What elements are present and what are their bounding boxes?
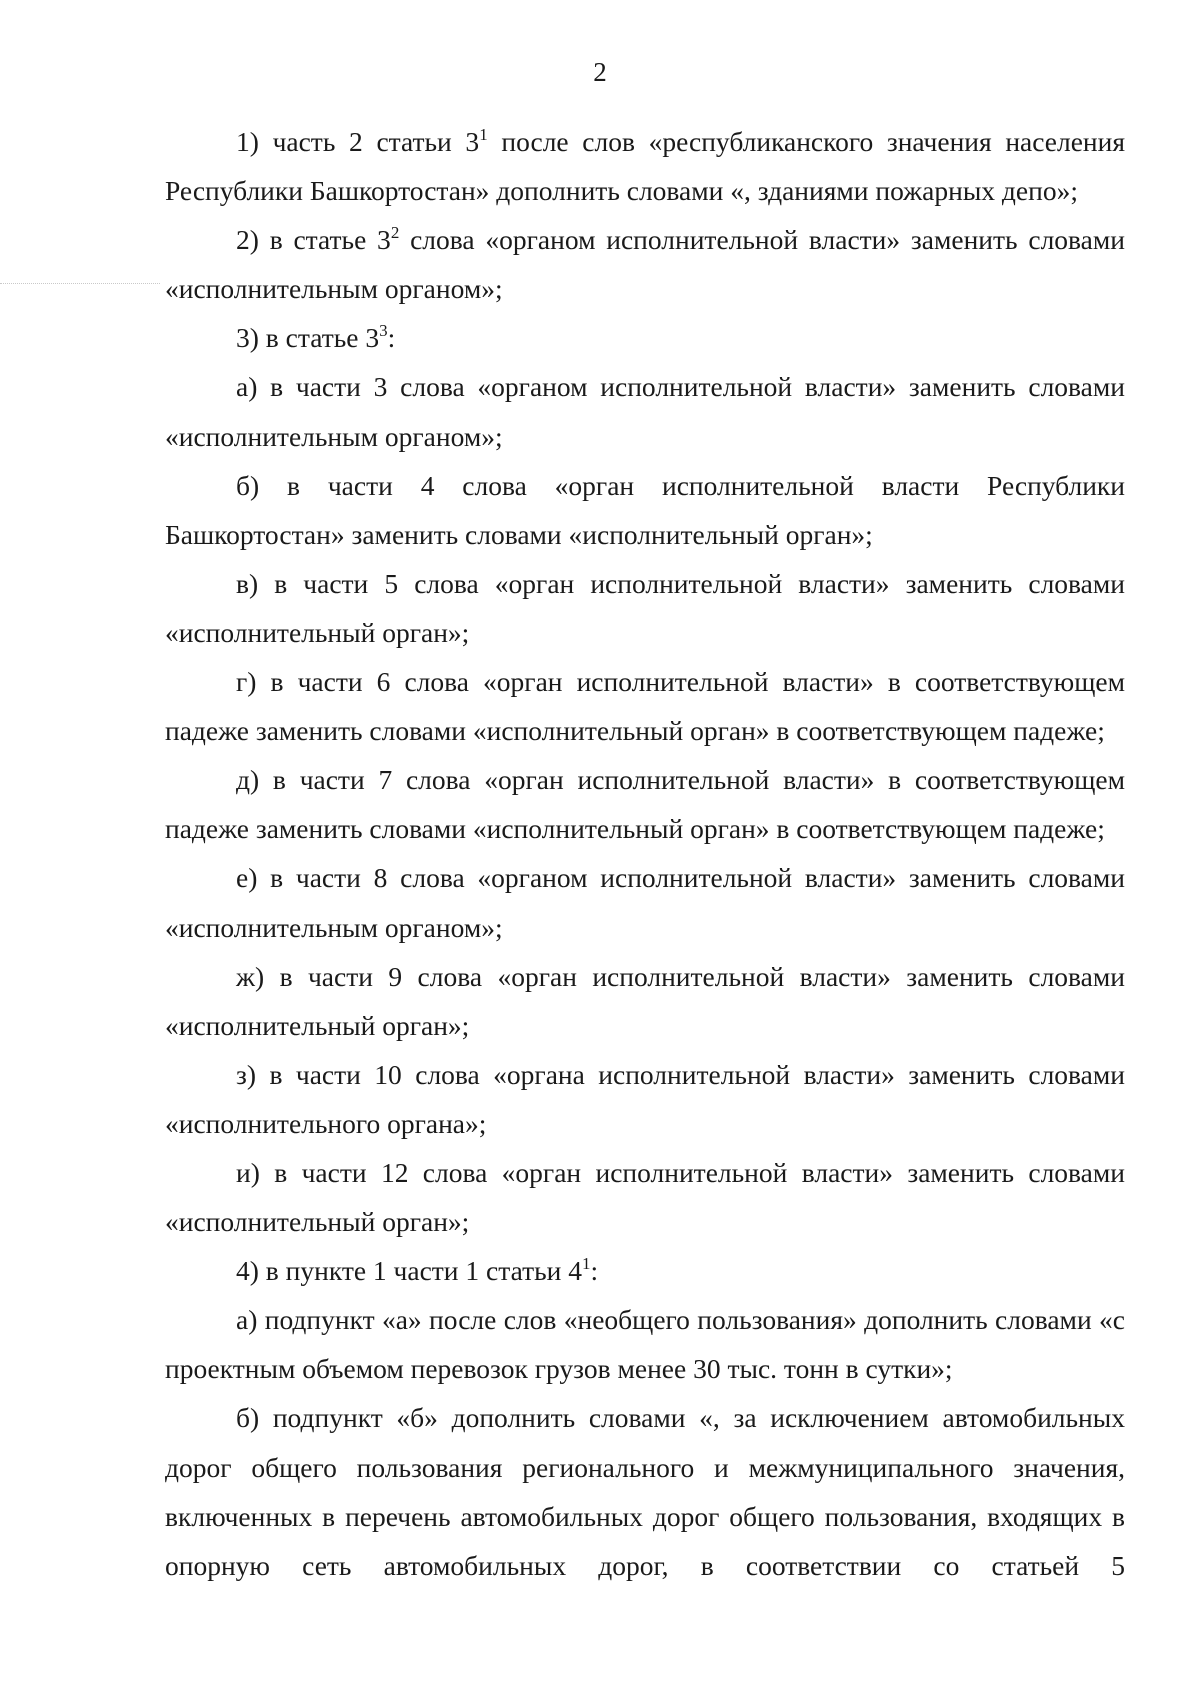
paragraph-3z: з) в части 10 слова «органа исполнительной власти» заменить словами «исполнительного органа»; xyxy=(165,1058,1125,1139)
paragraph-3i: и) в части 12 слова «орган исполнительной власти» заменить словами «исполнительный орган»; xyxy=(165,1156,1125,1238)
paragraph-3b: б) в части 4 слова «орган исполнительной власти Республики Башкортостан» заменить словами «исполнительный орган»; xyxy=(165,469,1125,550)
paragraph-3zh: ж) в части 9 слова «орган исполнительной власти» заменить словами «исполнительный орган»; xyxy=(165,960,1125,1041)
paragraph-4a: а) подпункт «а» после слов «необщего пользования» дополнить словами «с проектным объемом перевозок грузов менее 30 тыс. тонн в сутки»; xyxy=(165,1304,1125,1385)
paragraph-3v: в) в части 5 слова «орган исполнительной власти» заменить словами «исполнительный орган»; xyxy=(165,567,1125,648)
paragraph-3: 3) в статье $3^3$: xyxy=(236,321,396,354)
paragraph-1: 1) часть 2 статьи $3^1$ после слов «республиканского значения населения Республики Башкортостан» дополнить словами «, зданиями пожарных депо»; xyxy=(165,125,1125,207)
paragraph-3g: г) в части 6 слова «орган исполнительной власти» в соответствующем падеже заменить словами «исполнительный орган» в соответствующем падеже; xyxy=(165,666,1125,747)
page-number: 2 xyxy=(593,57,607,87)
paragraph-4: 4) в пункте 1 части 1 статьи $4^1$: xyxy=(236,1254,599,1287)
scan-artifact-line xyxy=(0,283,160,284)
paragraph-4b: б) подпункт «б» дополнить словами «, за исключением автомобильных дорог общего пользования регионального и межмуниципального значения, включенных в перечень автомобильных дорог общего пользования, входящих в опорную сеть автомобильных дорог, в соответствии со статьей 5 xyxy=(165,1402,1125,1581)
paragraph-2: 2) в статье $3^2$ слова «органом исполнительной власти» заменить словами «исполнительным органом»; xyxy=(165,223,1125,305)
paragraph-3d: д) в части 7 слова «орган исполнительной власти» в соответствующем падеже заменить словами «исполнительный орган» в соответствующем падеже; xyxy=(165,764,1125,845)
document-body xyxy=(165,117,1125,1590)
paragraph-3e: е) в части 8 слова «органом исполнительной власти» заменить словами «исполнительным органом»; xyxy=(165,862,1125,943)
paragraph-3a: а) в части 3 слова «органом исполнительной власти» заменить словами «исполнительным органом»; xyxy=(165,371,1125,452)
